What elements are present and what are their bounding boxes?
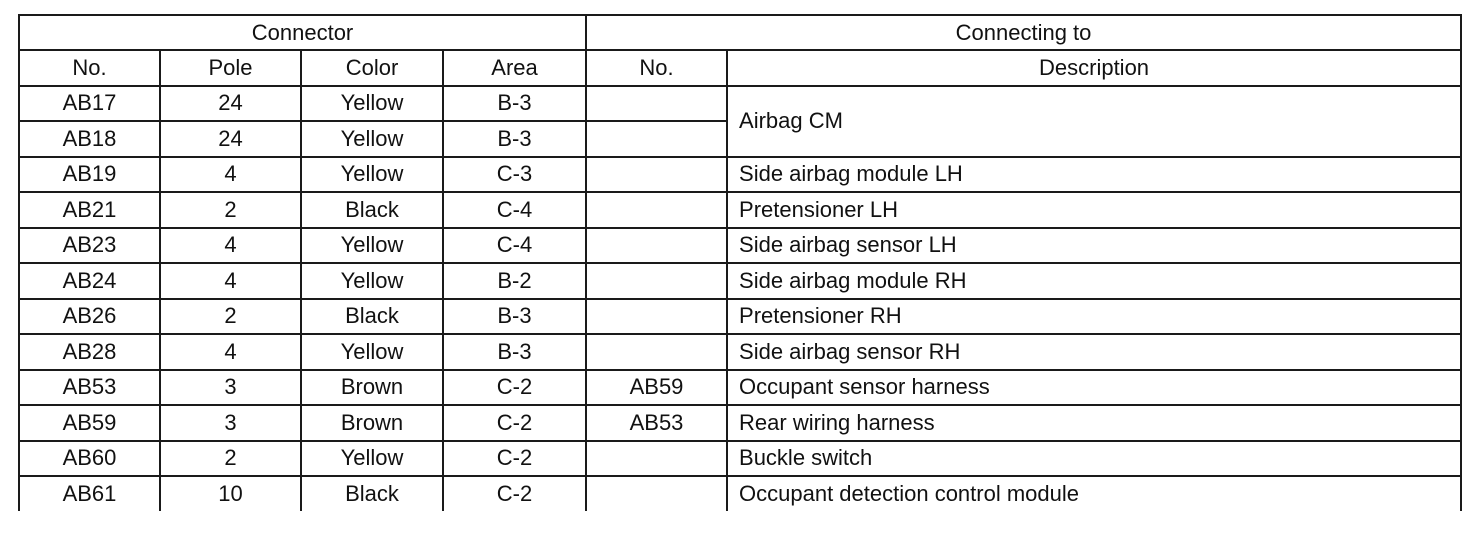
cell-pole: 2 [160, 441, 301, 477]
cell-color: Brown [301, 370, 443, 406]
cell-pole: 24 [160, 121, 301, 157]
column-header-row [19, 50, 1461, 86]
table-row [19, 192, 1461, 228]
cell-to-no [586, 476, 727, 511]
cell-no: AB17 [19, 86, 160, 122]
cell-to-no [586, 263, 727, 299]
cell-to-no [586, 157, 727, 193]
cell-to-no: AB59 [586, 370, 727, 406]
cell-description: Airbag CM [727, 86, 1461, 157]
cell-area: C-2 [443, 405, 586, 441]
cell-description: Buckle switch [727, 441, 1461, 477]
cell-description: Occupant detection control module [727, 476, 1461, 511]
cell-pole: 24 [160, 86, 301, 122]
connector-group-header: Connector [19, 15, 586, 50]
cell-to-no: AB53 [586, 405, 727, 441]
cell-color: Brown [301, 405, 443, 441]
cell-description: Pretensioner LH [727, 192, 1461, 228]
cell-description: Side airbag sensor LH [727, 228, 1461, 264]
table-row [19, 228, 1461, 264]
cell-to-no [586, 299, 727, 335]
cell-color: Yellow [301, 441, 443, 477]
cell-no: AB28 [19, 334, 160, 370]
cell-no: AB59 [19, 405, 160, 441]
cell-area: B-3 [443, 86, 586, 122]
cell-no: AB53 [19, 370, 160, 406]
cell-to-no [586, 86, 727, 122]
table-row [19, 299, 1461, 335]
cell-pole: 4 [160, 263, 301, 299]
cell-pole: 2 [160, 192, 301, 228]
connector-table-container [18, 14, 1462, 511]
column-header-color: Color [301, 50, 443, 86]
cell-no: AB21 [19, 192, 160, 228]
cell-no: AB60 [19, 441, 160, 477]
cell-description: Side airbag module RH [727, 263, 1461, 299]
cell-description: Side airbag sensor RH [727, 334, 1461, 370]
cell-no: AB24 [19, 263, 160, 299]
cell-no: AB19 [19, 157, 160, 193]
table-row [19, 86, 1461, 122]
cell-to-no [586, 441, 727, 477]
cell-color: Black [301, 192, 443, 228]
cell-pole: 4 [160, 157, 301, 193]
cell-pole: 2 [160, 299, 301, 335]
cell-description: Occupant sensor harness [727, 370, 1461, 406]
cell-area: C-4 [443, 228, 586, 264]
cell-color: Yellow [301, 334, 443, 370]
cell-to-no [586, 228, 727, 264]
cell-color: Black [301, 476, 443, 511]
cell-area: B-3 [443, 334, 586, 370]
table-row [19, 405, 1461, 441]
cell-to-no [586, 192, 727, 228]
table-row [19, 157, 1461, 193]
column-header-no: No. [19, 50, 160, 86]
cell-color: Yellow [301, 121, 443, 157]
cell-description: Rear wiring harness [727, 405, 1461, 441]
column-header-to-no: No. [586, 50, 727, 86]
cell-color: Yellow [301, 263, 443, 299]
cell-color: Yellow [301, 157, 443, 193]
cell-color: Yellow [301, 86, 443, 122]
cell-description: Side airbag module LH [727, 157, 1461, 193]
connecting-to-group-header: Connecting to [586, 15, 1461, 50]
cell-no: AB18 [19, 121, 160, 157]
cell-no: AB26 [19, 299, 160, 335]
cell-area: C-4 [443, 192, 586, 228]
table-row [19, 334, 1461, 370]
cell-pole: 4 [160, 228, 301, 264]
cell-to-no [586, 121, 727, 157]
cell-description: Pretensioner RH [727, 299, 1461, 335]
cell-pole: 10 [160, 476, 301, 511]
cell-color: Black [301, 299, 443, 335]
cell-pole: 3 [160, 370, 301, 406]
cell-pole: 3 [160, 405, 301, 441]
column-header-description: Description [727, 50, 1461, 86]
cell-area: C-2 [443, 441, 586, 477]
cell-area: C-3 [443, 157, 586, 193]
cell-color: Yellow [301, 228, 443, 264]
connector-table [18, 14, 1462, 511]
column-header-pole: Pole [160, 50, 301, 86]
cell-to-no [586, 334, 727, 370]
table-row [19, 441, 1461, 477]
cell-area: C-2 [443, 370, 586, 406]
cell-no: AB61 [19, 476, 160, 511]
column-header-area: Area [443, 50, 586, 86]
table-row [19, 476, 1461, 511]
cell-area: C-2 [443, 476, 586, 511]
table-row [19, 263, 1461, 299]
group-header-row [19, 15, 1461, 50]
cell-area: B-2 [443, 263, 586, 299]
cell-no: AB23 [19, 228, 160, 264]
cell-area: B-3 [443, 299, 586, 335]
cell-area: B-3 [443, 121, 586, 157]
cell-pole: 4 [160, 334, 301, 370]
table-row [19, 370, 1461, 406]
